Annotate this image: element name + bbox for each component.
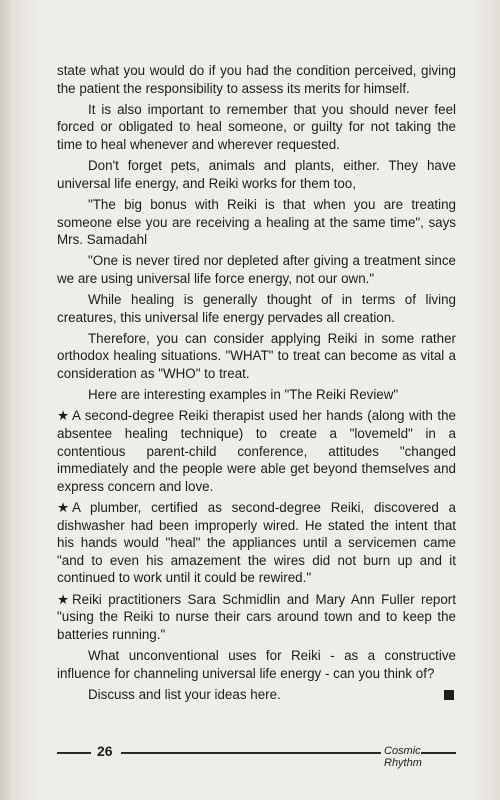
bullet-item — [57, 591, 456, 644]
bullet-text: A plumber, certified as second-degree Reiki, discovered a dishwasher had been improperly wired. He stated the intent that his hands would "heal" the appliances until a servicemen came "and to even his amazement the wires did not burn up and it continued to work until it could be rewired." — [57, 500, 456, 586]
body-text — [57, 62, 456, 707]
page-number: 26 — [97, 743, 113, 759]
running-title: Cosmic Rhythm — [384, 745, 422, 769]
star-icon: ★ — [57, 591, 70, 607]
bullet-item — [57, 499, 456, 587]
end-mark-icon — [444, 690, 454, 700]
footer-rule — [421, 752, 456, 754]
closing-text: Discuss and list your ideas here. — [88, 686, 281, 702]
closing-line — [57, 686, 456, 704]
paragraph: Therefore, you can consider applying Reiki in some rather orthodox healing situations. "WHAT" to treat can become as vital a consideration as "WHO" to treat. — [57, 330, 456, 382]
bullet-text: A second-degree Reiki therapist used her hands (along with the absentee healing technique) to create a "lovemeld" in a contentious parent-child conference, attitudes "changed immediately and the people were able get beyond themselves and express concern and love. — [57, 408, 456, 494]
paragraph: "One is never tired nor depleted after giving a treatment since we are using universal life force energy, not our own." — [57, 253, 456, 286]
footer-rule — [121, 752, 381, 754]
paragraph: Here are interesting examples in "The Reiki Review" — [88, 387, 399, 403]
star-icon: ★ — [57, 500, 70, 515]
paragraph: state what you would do if you had the condition perceived, giving the patient the responsibility to assess its merits for himself. — [57, 63, 456, 96]
footer-rule — [57, 752, 91, 754]
bullet-item — [57, 407, 456, 495]
paragraph: It is also important to remember that you should never feel forced or obligated to heal someone, or guilty for not taking the time to heal whenever and wherever requested. — [57, 101, 456, 152]
paragraph: What unconventional uses for Reiki - as a constructive influence for channeling universal life energy - can you think of? — [57, 647, 456, 681]
paragraph: Don't forget pets, animals and plants, either. They have universal life energy, and Reiki works for them too, — [57, 158, 456, 191]
paragraph: While healing is generally thought of in terms of living creatures, this universal life energy pervades all creation. — [57, 292, 456, 325]
page-footer — [57, 743, 456, 769]
paragraph: "The big bonus with Reiki is that when you are treating someone else you are receiving a healing at the same time", says Mrs. Samadahl — [57, 196, 456, 248]
bullet-text: Reiki practitioners Sara Schmidlin and Mary Ann Fuller report "using the Reiki to nurse their cars around town and to keep the batteries running." — [57, 591, 456, 642]
star-icon: ★ — [57, 408, 70, 424]
